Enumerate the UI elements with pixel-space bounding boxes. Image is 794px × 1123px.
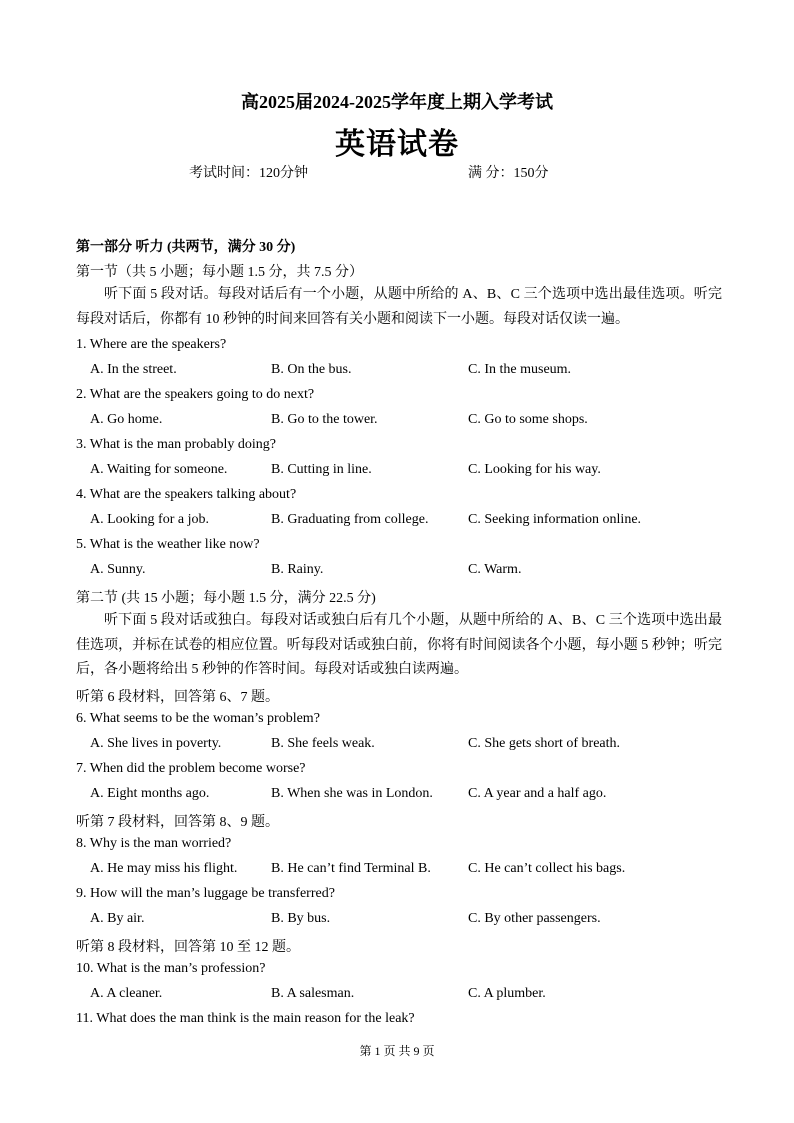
q5-option-a: A. Sunny. — [90, 562, 146, 577]
question-7: 7. When did the problem become worse? — [76, 761, 306, 776]
q4-option-b: B. Graduating from college. — [271, 512, 429, 527]
question-2: 2. What are the speakers going to do next? — [76, 387, 315, 402]
section2-instructions: 听下面 5 段对话或独白。每段对话或独白后有几个小题，从题中所给的 A、B、C 三个选项中选出最佳选项，并标在试卷的相应位置。听每段对话或独白前，你将有时间阅读各个小题，每小题 5 秒钟；听完后，各小题将给出 5 秒钟的作答时间。每段对话或独白读两遍。 — [76, 613, 722, 677]
q2-option-b: B. Go to the tower. — [271, 412, 378, 427]
q4-option-a: A. Looking for a job. — [90, 512, 209, 527]
question-4: 4. What are the speakers talking about? — [76, 487, 297, 502]
question-8: 8. Why is the man worried? — [76, 836, 232, 851]
question-6: 6. What seems to be the woman’s problem? — [76, 711, 320, 726]
question-9: 9. How will the man’s luggage be transferred? — [76, 886, 335, 901]
q6-option-c: C. She gets short of breath. — [468, 736, 621, 751]
q10-option-b: B. A salesman. — [271, 986, 355, 1001]
full-score: 满 分：150分 — [468, 166, 549, 181]
q7-option-b: B. When she was in London. — [271, 786, 433, 801]
q9-option-b: B. By bus. — [271, 911, 331, 926]
q2-option-c: C. Go to some shops. — [468, 412, 588, 427]
q7-option-a: A. Eight months ago. — [90, 786, 210, 801]
q7-option-c: C. A year and a half ago. — [468, 786, 607, 801]
question-5: 5. What is the weather like now? — [76, 537, 260, 552]
section1-heading: 第一节（共 5 小题；每小题 1.5 分，共 7.5 分） — [76, 265, 363, 280]
part1-heading: 第一部分 听力 (共两节，满分 30 分) — [76, 240, 296, 255]
subject-title: 英语试卷 — [335, 128, 459, 161]
question-1: 1. Where are the speakers? — [76, 337, 227, 352]
q1-option-b: B. On the bus. — [271, 362, 352, 377]
q6-option-a: A. She lives in poverty. — [90, 736, 222, 751]
q9-option-c: C. By other passengers. — [468, 911, 601, 926]
q2-option-a: A. Go home. — [90, 412, 163, 427]
q5-option-b: B. Rainy. — [271, 562, 324, 577]
section2-heading: 第二节 (共 15 小题；每小题 1.5 分，满分 22.5 分) — [76, 591, 376, 606]
q3-option-c: C. Looking for his way. — [468, 462, 601, 477]
page-footer: 第 1 页 共 9 页 — [359, 1044, 435, 1058]
q6-option-b: B. She feels weak. — [271, 736, 375, 751]
question-11: 11. What does the man think is the main reason for the leak? — [76, 1011, 415, 1026]
q8-option-b: B. He can’t find Terminal B. — [271, 861, 431, 876]
exam-time: 考试时间：120分钟 — [189, 166, 308, 181]
material-7-instruction: 听第 7 段材料，回答第 8、9 题。 — [76, 815, 279, 830]
q5-option-c: C. Warm. — [468, 562, 522, 577]
material-8-instruction: 听第 8 段材料，回答第 10 至 12 题。 — [76, 940, 300, 955]
section1-instructions: 听下面 5 段对话。每段对话后有一个小题，从题中所给的 A、B、C 三个选项中选出最佳选项。听完每段对话后，你都有 10 秒钟的时间来回答有关小题和阅读下一小题。每段对话仅读一遍。 — [76, 287, 722, 327]
q8-option-c: C. He can’t collect his bags. — [468, 861, 626, 876]
material-6-instruction: 听第 6 段材料，回答第 6、7 题。 — [76, 690, 279, 705]
q10-option-a: A. A cleaner. — [90, 986, 163, 1001]
q4-option-c: C. Seeking information online. — [468, 512, 642, 527]
q1-option-a: A. In the street. — [90, 362, 177, 377]
q9-option-a: A. By air. — [90, 911, 145, 926]
q8-option-a: A. He may miss his flight. — [90, 861, 238, 876]
question-3: 3. What is the man probably doing? — [76, 437, 276, 452]
exam-title: 高2025届2024-2025学年度上期入学考试 — [241, 92, 553, 112]
question-10: 10. What is the man’s profession? — [76, 961, 266, 976]
q3-option-a: A. Waiting for someone. — [90, 462, 228, 477]
q10-option-c: C. A plumber. — [468, 986, 546, 1001]
q3-option-b: B. Cutting in line. — [271, 462, 372, 477]
q1-option-c: C. In the museum. — [468, 362, 572, 377]
